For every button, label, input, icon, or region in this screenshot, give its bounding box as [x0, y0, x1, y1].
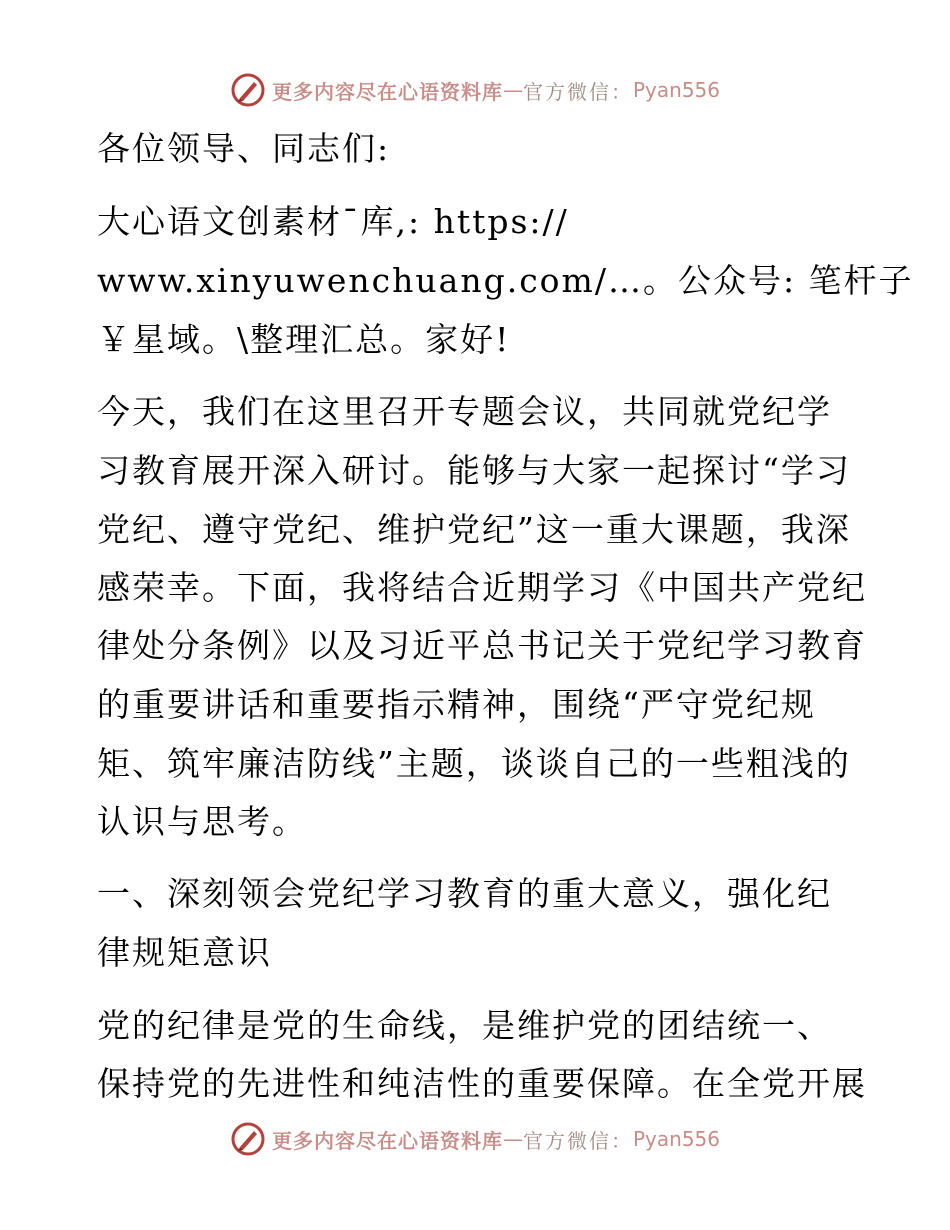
banner-main-text: 更多内容尽在心语资料库 — [271, 79, 503, 104]
text-line: www.xinyuwenchuang.com/…。公众号: 笔杆子 — [97, 261, 914, 300]
text-line: ￥星域。\整理汇总。家好! — [97, 320, 511, 359]
text-line: 大心语文创素材¯库,: https:// — [97, 202, 569, 241]
banner-dash: — — [502, 78, 523, 102]
text-line: 感荣幸。下面，我将结合近期学习《中国共产党纪 — [97, 568, 867, 607]
section-heading: 律规矩意识 — [97, 933, 272, 972]
text-line: 的重要讲话和重要指示精神，围绕“严守党纪规 — [97, 685, 816, 724]
banner-official-label: 官方微信： — [522, 79, 633, 104]
banner-wechat-id: Pyan556 — [632, 1127, 720, 1151]
text-line: 律处分条例》以及习近平总书记关于党纪学习教育 — [97, 626, 867, 665]
section-heading: 一、深刻领会党纪学习教育的重大意义，强化纪 — [97, 874, 832, 913]
text-line: 党纪、遵守党纪、维护党纪”这一重大课题，我深 — [97, 510, 851, 549]
header-watermark — [0, 68, 950, 112]
text-line: 各位领导、同志们: — [97, 129, 391, 168]
text-line: 保持党的先进性和纯洁性的重要保障。在全党开展 — [97, 1064, 867, 1103]
banner-main-text: 更多内容尽在心语资料库 — [271, 1128, 503, 1153]
text-line: 习教育展开深入研讨。能够与大家一起探讨“学习 — [97, 451, 851, 490]
banner-official-label: 官方微信： — [522, 1128, 633, 1153]
text-line: 认识与思考。 — [97, 802, 307, 841]
pen-logo-icon — [230, 72, 266, 108]
pen-logo-icon — [230, 1121, 266, 1157]
footer-watermark — [0, 1117, 950, 1161]
banner-wechat-id: Pyan556 — [632, 78, 720, 102]
text-line: 党的纪律是党的生命线，是维护党的团结统一、 — [97, 1006, 832, 1045]
text-line: 矩、筑牢廉洁防线”主题，谈谈自己的一些粗浅的 — [97, 744, 851, 783]
banner-dash: — — [502, 1127, 523, 1151]
text-line: 今天，我们在这里召开专题会议，共同就党纪学 — [97, 392, 832, 431]
